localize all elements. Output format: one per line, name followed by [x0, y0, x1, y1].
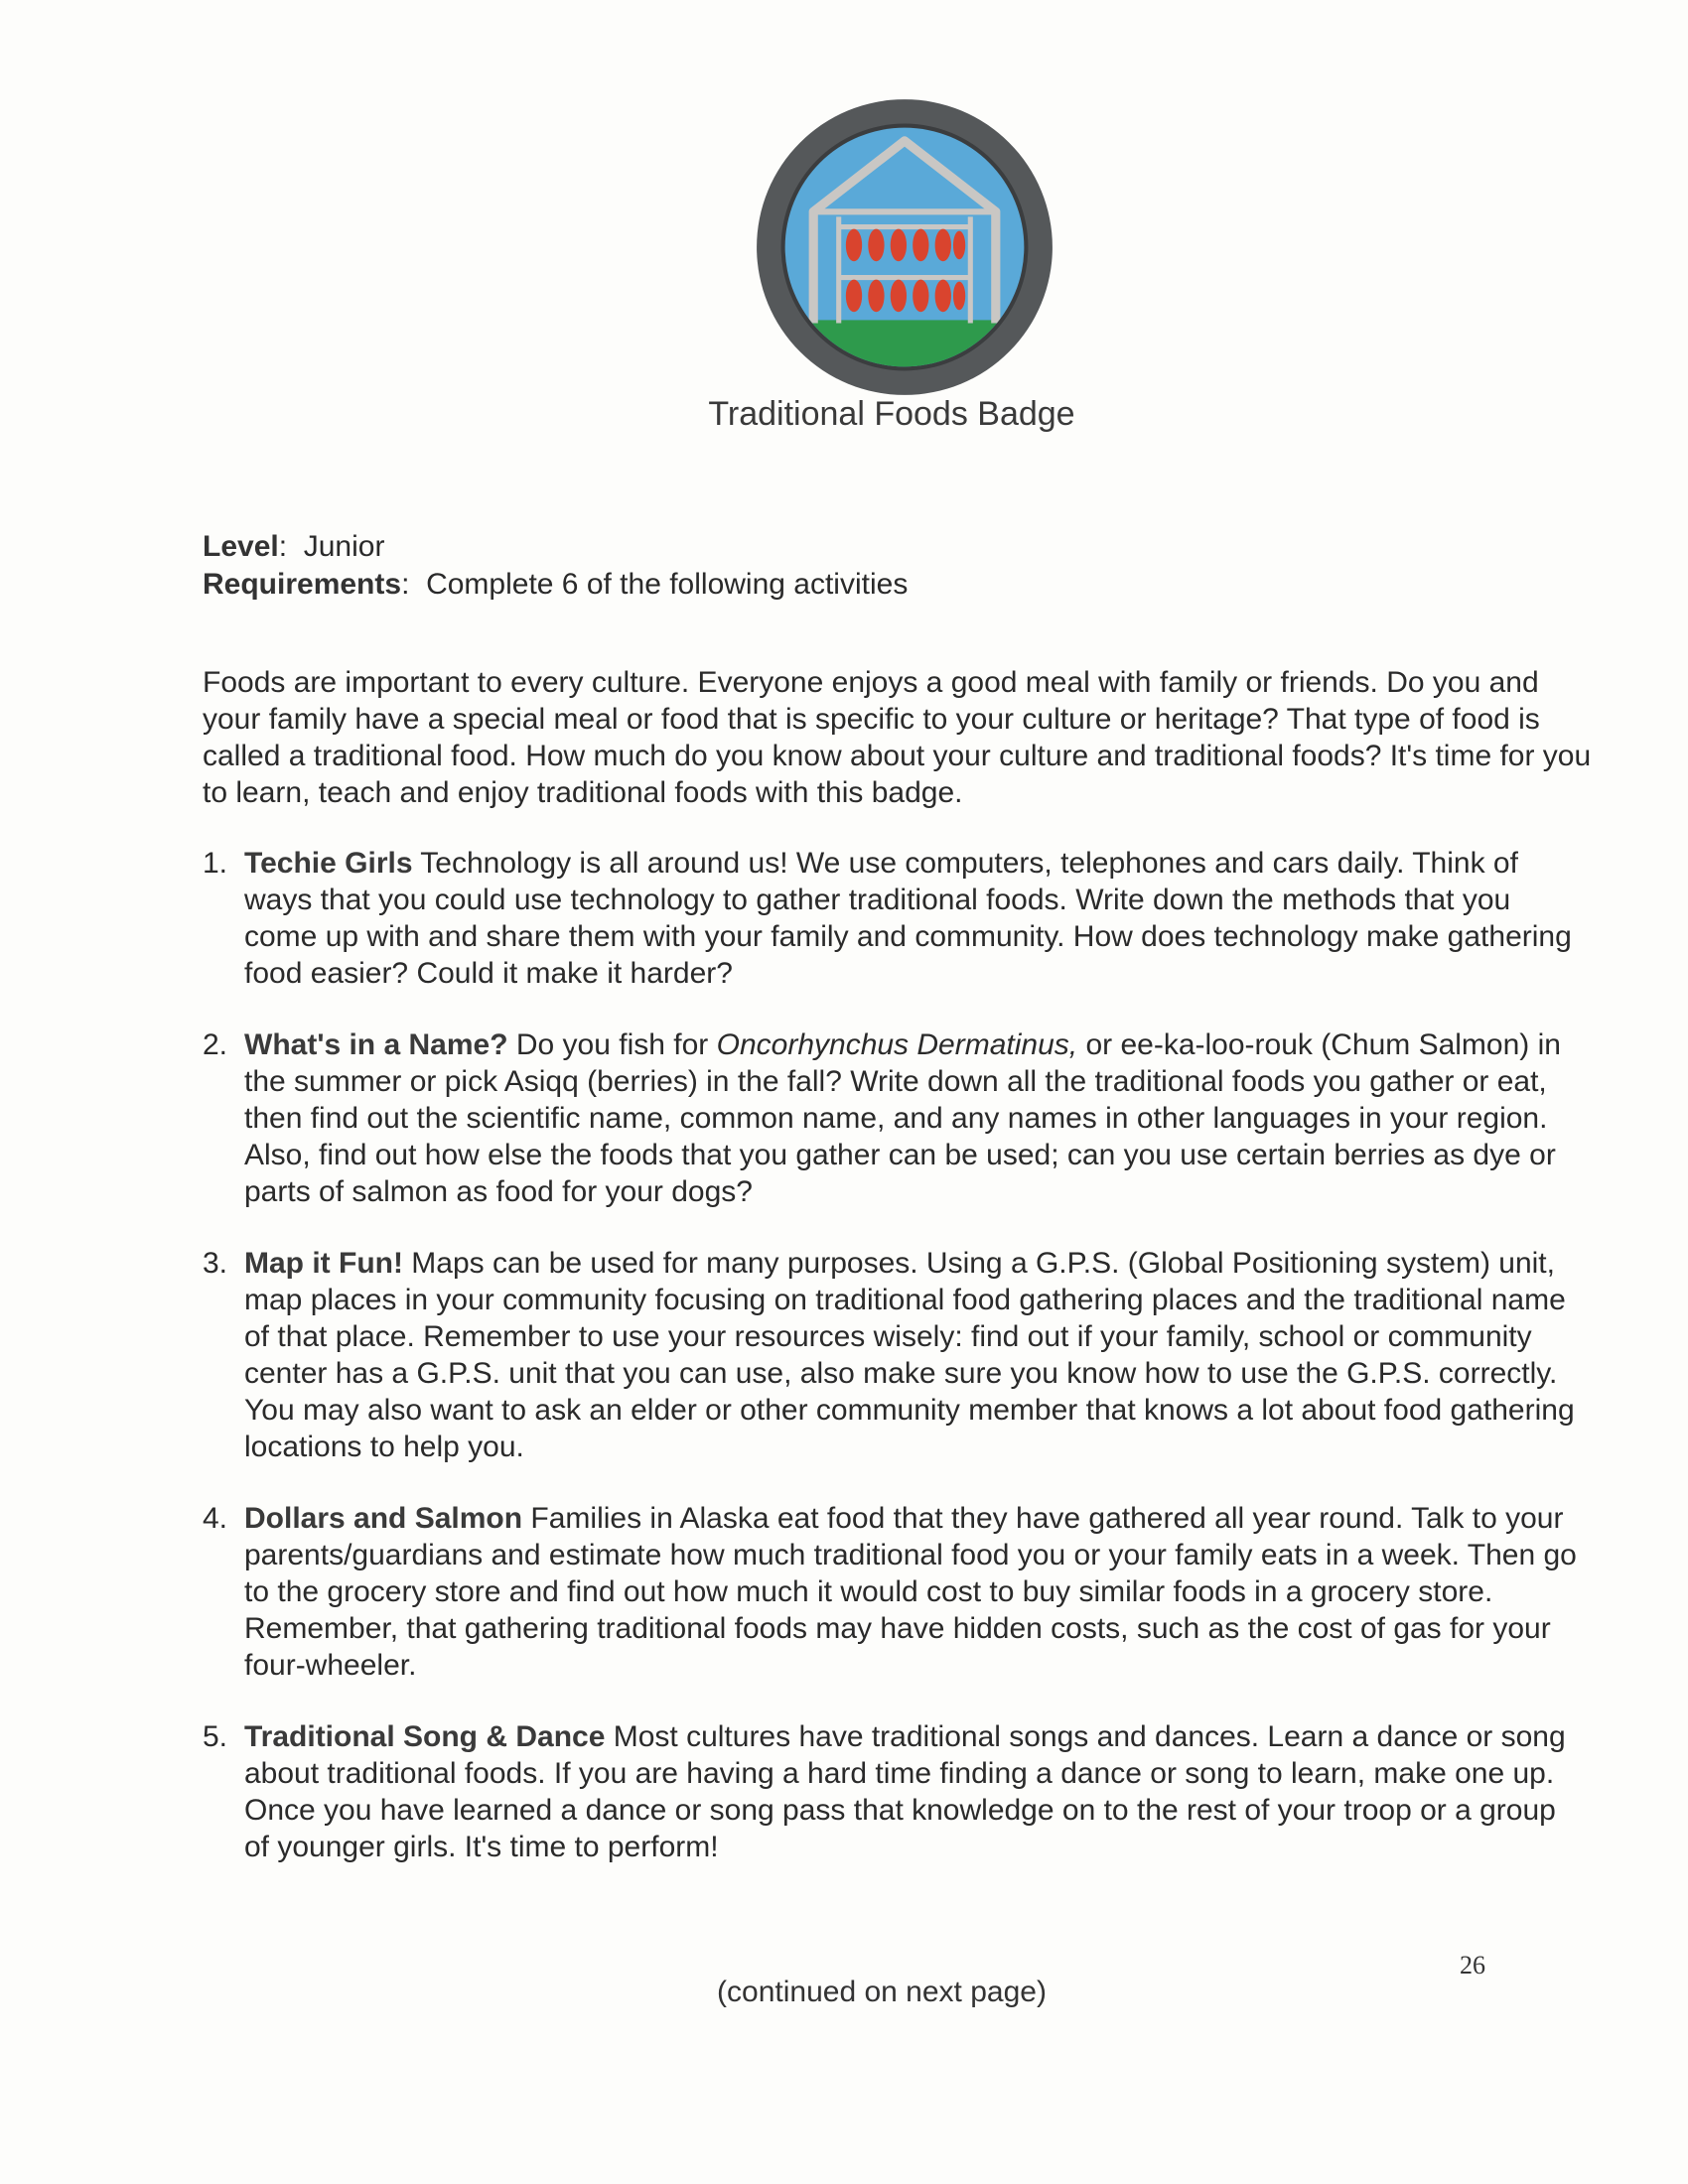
activity-number: 2. — [203, 1028, 228, 1061]
activity-number: 1. — [203, 847, 228, 880]
scientific-name: Oncorhynchus Dermatinus, — [716, 1028, 1078, 1061]
page-number: 26 — [1460, 1951, 1485, 1979]
activity-text: or ee-ka-loo-rouk (Chum Salmon) in the summer or pick Asiqq (berries) in the fall? Write down all the traditional foods you gather or eat, then find out the scientific name, common name, and any names in other languages in your region. Also, find out how else the foods that you gather can be used; can you use certain berries as dye or parts of salmon as food for your dogs? — [244, 1028, 1561, 1208]
intro-paragraph: Foods are important to every culture. Everyone enjoys a good meal with family or friends. Do you and your family have a special meal or food that is specific to your culture or heritage? That type of food is called a traditional food. How much do you know about your culture and traditional foods? It's time for you to learn, teach and enjoy traditional foods with this badge. — [203, 666, 1592, 809]
level-line: Level: Junior — [203, 530, 385, 563]
activity-item — [203, 845, 1583, 992]
activity-item — [203, 1245, 1583, 1465]
activity-text: Technology is all around us! We use computers, telephones and cars daily. Think of ways that you could use technology to gather traditional foods. Write down the methods that you come up with and share them with your family and community. How does technology make gathering food easier? Could it make it harder? — [244, 847, 1572, 990]
activity-text: Maps can be used for many purposes. Using a G.P.S. (Global Positioning system) unit, map places in your community focusing on traditional food gathering places and the traditional name of that place. Remember to use your resources wisely: find out if your family, school or community center has a G.P.S. unit that you can use, also make sure you know how to use the G.P.S. correctly. You may also want to ask an elder or other community member that knows a lot about food gathering locations to help you. — [244, 1247, 1575, 1463]
level-value: Junior — [303, 530, 385, 563]
activity-number: 5. — [203, 1720, 228, 1753]
activity-list — [203, 845, 1583, 1900]
badge-image — [753, 95, 1056, 399]
activity-number: 4. — [203, 1502, 228, 1535]
badge-emblem — [753, 95, 1056, 399]
activity-text: Do you fish for — [507, 1028, 717, 1061]
activity-heading: What's in a Name? — [244, 1028, 508, 1061]
page-title: Traditional Foods Badge — [708, 395, 1075, 433]
requirements-line: Requirements: Complete 6 of the following activities — [203, 568, 909, 601]
activity-heading: Map it Fun! — [244, 1247, 403, 1280]
level-label: Level — [203, 530, 279, 563]
activity-heading: Traditional Song & Dance — [244, 1720, 606, 1753]
requirements-label: Requirements — [203, 568, 402, 601]
activity-heading: Techie Girls — [244, 847, 413, 880]
activity-heading: Dollars and Salmon — [244, 1502, 523, 1535]
requirements-value: Complete 6 of the following activities — [426, 568, 909, 601]
activity-text: Families in Alaska eat food that they have gathered all year round. Talk to your parents/guardians and estimate how much traditional food you or your family eats in a week. Then go to the grocery store and find out how much it would cost to buy similar foods in a grocery store. Remember, that gathering traditional foods may have hidden costs, such as the cost of gas for your four-wheeler. — [244, 1502, 1577, 1682]
activity-item — [203, 1026, 1583, 1210]
activity-number: 3. — [203, 1247, 228, 1280]
badge-meta — [203, 528, 1394, 604]
activity-item — [203, 1500, 1583, 1684]
activity-item — [203, 1718, 1583, 1865]
activity-text: Most cultures have traditional songs and dances. Learn a dance or song about traditional foods. If you are having a hard time finding a dance or song to learn, make one up. Once you have learned a dance or song pass that knowledge on to the rest of your troop or a group of younger girls. It's time to perform! — [244, 1720, 1566, 1863]
continued-note: (continued on next page) — [717, 1976, 1047, 2008]
